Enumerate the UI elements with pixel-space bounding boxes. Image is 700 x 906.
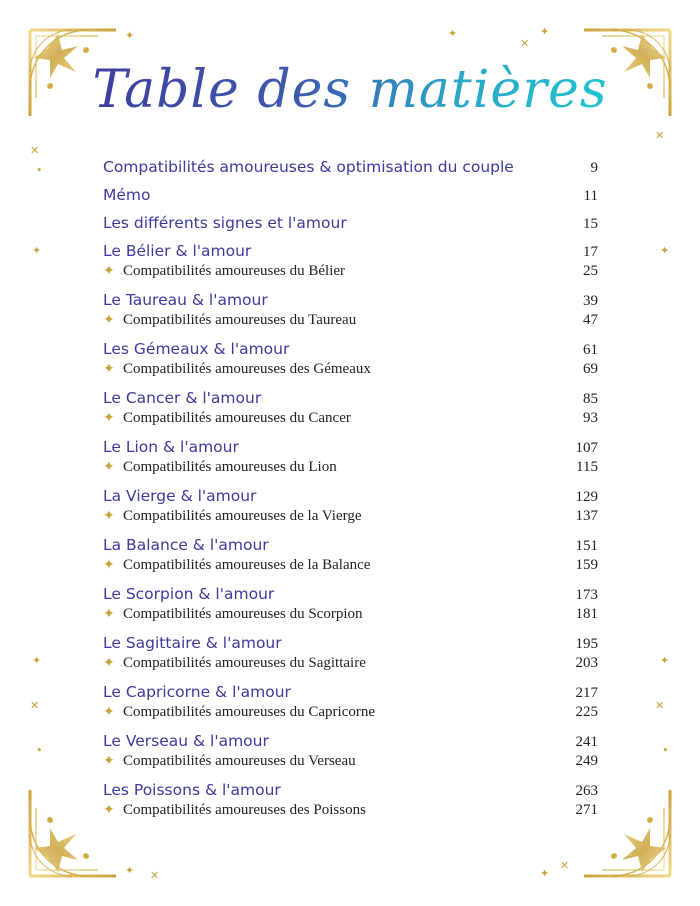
toc-subentry-label: Compatibilités amoureuses du Taureau xyxy=(123,312,357,328)
toc-entry-page: 17 xyxy=(583,244,598,260)
toc-subentry-label: Compatibilités amoureuses du Scorpion xyxy=(123,606,363,622)
toc-section xyxy=(103,340,598,382)
toc-section xyxy=(103,291,598,333)
sparkle-icon: ✦ xyxy=(540,25,550,38)
toc-subentry[interactable] xyxy=(103,753,598,774)
toc-subentry-page: 181 xyxy=(575,606,598,622)
toc-section xyxy=(103,683,598,725)
sparkle-bullet-icon: ✦ xyxy=(103,607,115,622)
toc-entry[interactable] xyxy=(103,683,598,704)
toc-entry[interactable] xyxy=(103,487,598,508)
toc-subentry-label: Compatibilités amoureuses des Poissons xyxy=(123,802,366,818)
toc-subentry-page: 249 xyxy=(575,753,598,769)
toc-entry[interactable] xyxy=(103,585,598,606)
toc-subentry-page: 93 xyxy=(583,410,598,426)
toc-entry-label: Le Taureau & l'amour xyxy=(103,291,268,309)
toc-section xyxy=(103,781,598,823)
toc-subentry-page: 271 xyxy=(575,802,598,818)
toc-entry-page: 107 xyxy=(575,440,598,456)
toc-subentry[interactable] xyxy=(103,655,598,676)
toc-subentry[interactable] xyxy=(103,802,598,823)
toc-subentry-page: 225 xyxy=(575,704,598,720)
toc-subentry-label: Compatibilités amoureuses du Bélier xyxy=(123,263,346,279)
toc-section xyxy=(103,242,598,284)
sparkle-bullet-icon: ✦ xyxy=(103,460,115,475)
toc-entry-label: La Balance & l'amour xyxy=(103,536,269,554)
toc-subentry-label: Compatibilités amoureuses du Lion xyxy=(123,459,337,475)
sparkle-icon: ✦ xyxy=(32,244,42,257)
toc-entry[interactable] xyxy=(103,242,598,263)
toc-entry[interactable] xyxy=(103,634,598,655)
toc-subentry[interactable] xyxy=(103,704,598,725)
toc-entry-page: 151 xyxy=(575,538,598,554)
toc-subentry[interactable] xyxy=(103,557,598,578)
sparkle-icon: • xyxy=(662,744,669,757)
toc-entry-label: Les Poissons & l'amour xyxy=(103,781,281,799)
sparkle-icon: ✦ xyxy=(540,867,550,880)
toc-entry-page: 173 xyxy=(575,587,598,603)
sparkle-icon: ✕ xyxy=(655,129,665,142)
toc-entry-label: Les différents signes et l'amour xyxy=(103,214,347,232)
toc-subentry-page: 47 xyxy=(583,312,598,328)
toc-subentry-label: Compatibilités amoureuses des Gémeaux xyxy=(123,361,371,377)
toc-entry-label: La Vierge & l'amour xyxy=(103,487,257,505)
toc-entry-page: 39 xyxy=(583,293,598,309)
toc-entry-label: Compatibilités amoureuses & optimisation du couple xyxy=(103,158,514,176)
sparkle-icon: ✦ xyxy=(125,864,135,877)
toc-subentry[interactable] xyxy=(103,361,598,382)
toc-subentry-page: 159 xyxy=(575,557,598,573)
toc-subentry[interactable] xyxy=(103,606,598,627)
sparkle-icon: ✦ xyxy=(448,27,458,40)
toc-entry[interactable] xyxy=(103,291,598,312)
toc-section xyxy=(103,487,598,529)
sparkle-icon: ✦ xyxy=(125,29,135,42)
sparkle-icon: ✕ xyxy=(30,699,40,712)
sparkle-bullet-icon: ✦ xyxy=(103,705,115,720)
toc-entry-page: 11 xyxy=(583,188,598,204)
sparkle-icon: ✕ xyxy=(560,859,570,872)
sparkle-bullet-icon: ✦ xyxy=(103,656,115,671)
toc-subentry-page: 137 xyxy=(575,508,598,524)
toc-subentry[interactable] xyxy=(103,508,598,529)
toc-entry-label: Le Lion & l'amour xyxy=(103,438,239,456)
toc-entry[interactable] xyxy=(103,536,598,557)
toc-entry-label: Les Gémeaux & l'amour xyxy=(103,340,290,358)
toc-subentry-page: 69 xyxy=(583,361,598,377)
sparkle-bullet-icon: ✦ xyxy=(103,558,115,573)
toc-subentry-page: 25 xyxy=(583,263,598,279)
toc-entry-page: 195 xyxy=(575,636,598,652)
sparkle-icon: • xyxy=(36,744,43,757)
toc-subentry[interactable] xyxy=(103,410,598,431)
toc-entry-page: 263 xyxy=(575,783,598,799)
sparkle-bullet-icon: ✦ xyxy=(103,313,115,328)
toc-section xyxy=(103,585,598,627)
toc-entry-page: 129 xyxy=(575,489,598,505)
toc-entry-label: Le Sagittaire & l'amour xyxy=(103,634,282,652)
toc-entry-label: Le Verseau & l'amour xyxy=(103,732,269,750)
toc-entry[interactable] xyxy=(103,214,598,235)
toc-entry[interactable] xyxy=(103,732,598,753)
toc-entry-label: Le Bélier & l'amour xyxy=(103,242,252,260)
sparkle-bullet-icon: ✦ xyxy=(103,803,115,818)
toc-subentry-page: 203 xyxy=(575,655,598,671)
toc-entry-page: 217 xyxy=(575,685,598,701)
toc-entry-page: 15 xyxy=(583,216,598,232)
toc-entry-page: 9 xyxy=(590,160,598,176)
sparkle-icon: ✕ xyxy=(150,869,160,882)
toc-entry[interactable] xyxy=(103,389,598,410)
sparkle-bullet-icon: ✦ xyxy=(103,264,115,279)
sparkle-icon: ✕ xyxy=(655,699,665,712)
toc-entry[interactable] xyxy=(103,781,598,802)
toc-subentry-label: Compatibilités amoureuses du Capricorne xyxy=(123,704,376,720)
sparkle-icon: ✕ xyxy=(520,37,530,50)
toc-entry-page: 85 xyxy=(583,391,598,407)
toc-subentry-page: 115 xyxy=(576,459,598,475)
toc-entry-label: Le Scorpion & l'amour xyxy=(103,585,275,603)
toc-section xyxy=(103,389,598,431)
toc-subentry[interactable] xyxy=(103,312,598,333)
toc-list xyxy=(103,158,598,823)
toc-section xyxy=(103,634,598,676)
toc-entry[interactable] xyxy=(103,186,598,207)
toc-entry-label: Le Cancer & l'amour xyxy=(103,389,262,407)
toc-entry[interactable] xyxy=(103,438,598,459)
toc-subentry-label: Compatibilités amoureuses de la Vierge xyxy=(123,508,362,524)
toc-section xyxy=(103,732,598,774)
toc-section xyxy=(103,438,598,480)
page-title: Table des matières xyxy=(92,50,607,130)
title-container xyxy=(0,50,700,130)
sparkle-bullet-icon: ✦ xyxy=(103,509,115,524)
toc-entry-page: 61 xyxy=(583,342,598,358)
sparkle-bullet-icon: ✦ xyxy=(103,362,115,377)
toc-subentry[interactable] xyxy=(103,263,598,284)
sparkle-icon: ✦ xyxy=(660,654,670,667)
sparkle-bullet-icon: ✦ xyxy=(103,754,115,769)
sparkle-icon: ✦ xyxy=(32,654,42,667)
toc-subentry-label: Compatibilités amoureuses du Verseau xyxy=(123,753,356,769)
toc-entry[interactable] xyxy=(103,158,598,179)
toc-subentry[interactable] xyxy=(103,459,598,480)
toc-subentry-label: Compatibilités amoureuses du Sagittaire xyxy=(123,655,366,671)
toc-subentry-label: Compatibilités amoureuses de la Balance xyxy=(123,557,371,573)
toc-subentry-label: Compatibilités amoureuses du Cancer xyxy=(123,410,351,426)
toc-entry-page: 241 xyxy=(575,734,598,750)
sparkle-bullet-icon: ✦ xyxy=(103,411,115,426)
sparkle-icon: • xyxy=(36,164,43,177)
toc-entry[interactable] xyxy=(103,340,598,361)
sparkle-icon: ✕ xyxy=(30,144,40,157)
toc-entry-label: Le Capricorne & l'amour xyxy=(103,683,291,701)
toc-section xyxy=(103,536,598,578)
toc-entry-label: Mémo xyxy=(103,186,151,204)
sparkle-icon: ✦ xyxy=(660,244,670,257)
